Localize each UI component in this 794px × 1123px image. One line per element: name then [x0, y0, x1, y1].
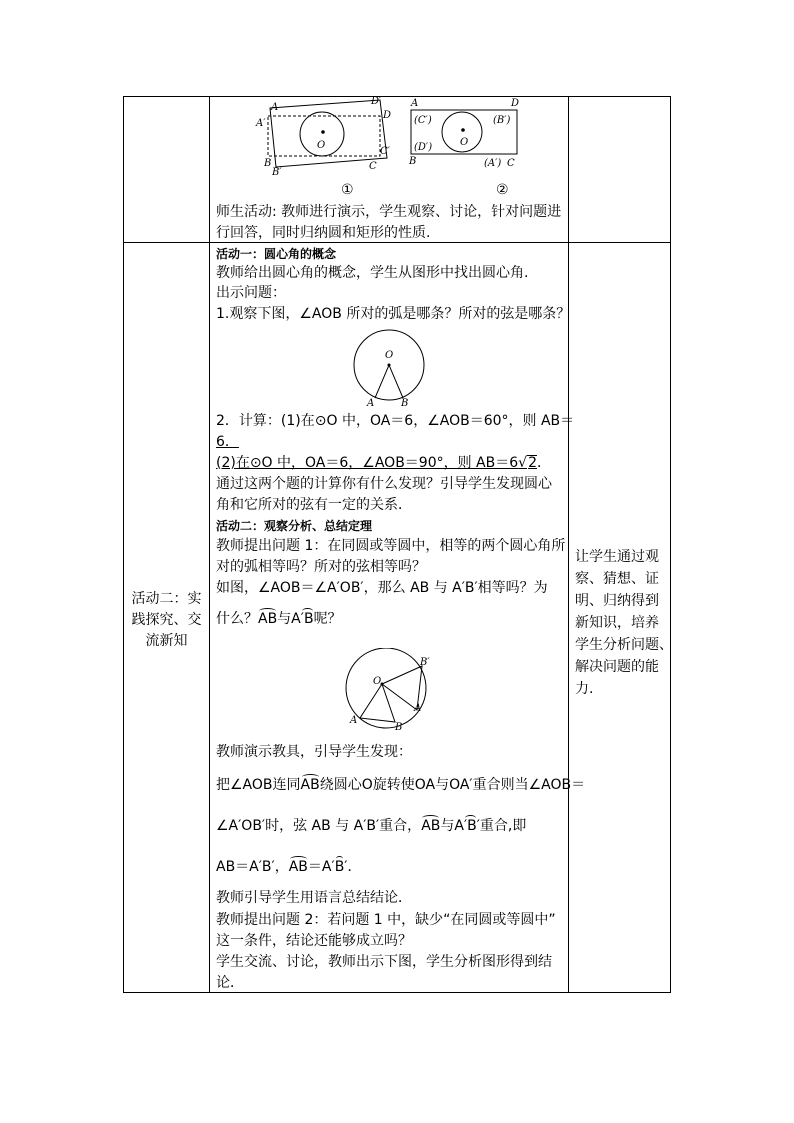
fig2-label-d: D [511, 98, 520, 109]
purpose-line-4: 新知识，培养 [575, 615, 659, 631]
text-segment: ＝A′ [307, 859, 335, 875]
fig2-label-b: B [409, 156, 417, 167]
text-segment: ′重合,即 [476, 818, 527, 834]
table-border-right [670, 96, 671, 993]
purpose-line-2: 察、猜想、证 [575, 571, 659, 587]
paragraph-discussion-line-1: 学生交流、讨论，教师出示下图，学生分析图形得到结 [216, 954, 552, 970]
circle1-label-b: B [401, 398, 409, 406]
arc-a-prime-b: ′B [463, 818, 477, 834]
purpose-line-3: 明、归纳得到 [575, 593, 659, 609]
purpose-line-1: 让学生通过观 [575, 549, 659, 565]
paragraph-rotate-line-3 [216, 859, 361, 875]
text-segment: ′． [344, 859, 362, 875]
fig2-label-o: O [460, 137, 469, 148]
purpose-line-5: 学生分析问题、 [575, 637, 673, 653]
circle2-label-b: B [395, 722, 403, 730]
figure-caption-1: ① [341, 182, 354, 198]
fig1-label-d-prime: D′ [371, 96, 382, 107]
question-2-line-2 [216, 434, 239, 450]
paragraph-discovery-line-2: 角和它所对的弦有一定的关系． [216, 497, 412, 513]
arc-a-prime-b: ′B [300, 611, 314, 627]
activity-label-line-1: 活动二：实 [131, 591, 202, 607]
question-2-teacher-line-2: 这一条件，结论还能够成立吗？ [216, 933, 412, 949]
arc-ab: AB [300, 777, 320, 793]
question-2-line-1: 2．计算：(1)在⊙O 中，OA＝6，∠AOB＝60°，则 AB＝ [216, 413, 575, 429]
rectangle-rotation-figure-1 [252, 96, 400, 178]
table-column-divider [568, 96, 569, 993]
fig2-label-a-prime: (A′) [484, 158, 502, 169]
paragraph-discussion-line-2: 论． [216, 975, 244, 991]
text-segment: 呢？ [313, 611, 342, 627]
fig1-label-c-prime: C′ [380, 146, 390, 157]
arc-b: B [334, 859, 345, 875]
rotated-angle-circle-figure [340, 648, 436, 730]
table-border-left [123, 96, 124, 993]
circle2-label-o: O [373, 676, 382, 687]
text-segment: 绕圆心O旋转使OA与OA′重合则当∠AOB＝ [319, 777, 586, 793]
question-2-teacher-line-1: 教师提出问题 2：若问题 1 中，缺少“在同圆或等圆中” [216, 912, 556, 928]
text-segment: ∠A′OB′时，弦 AB 与 A′B′重合， [216, 818, 422, 834]
paragraph-figure-question-line-2 [216, 611, 342, 627]
purpose-line-6: 解决问题的能 [575, 659, 659, 675]
question-2-part-2 [216, 455, 551, 471]
fig1-label-d: D [383, 110, 392, 121]
fig2-label-b-prime: (B′) [493, 115, 511, 126]
purpose-line-7: 力. [575, 681, 594, 697]
paragraph-discovery-line-1: 通过这两个题的计算你有什么发现？引导学生发现圆心 [216, 476, 552, 492]
paragraph-rotate-line-2 [216, 818, 526, 834]
fig1-label-o: O [317, 140, 326, 151]
sqrt-radicand: 2 [528, 455, 537, 471]
arc-ab: AB [421, 818, 441, 834]
paragraph-demo: 教师演示教具，引导学生发现： [216, 744, 412, 760]
sqrt-sign: √ [518, 455, 528, 471]
paragraph-summary: 教师引导学生用语言总结结论． [216, 890, 412, 906]
question-2-part-2-text: (2)在⊙O 中，OA＝6，∠AOB＝90°，则 AB＝6 [216, 455, 519, 471]
fig1-label-c: C [369, 161, 377, 172]
text-segment: 把∠AOB连同 [216, 777, 301, 793]
circle1-label-a: A [367, 398, 375, 406]
circle2-label-b-prime: B′ [420, 657, 430, 668]
activity-label-line-3: 流新知 [145, 633, 188, 649]
activity-2-title: 活动二：观察分析、总结定理 [216, 519, 373, 533]
fig1-label-a-prime: A′ [256, 118, 266, 129]
paragraph-figure-question-line-1: 如图，∠AOB＝∠A′OB′，那么 AB 与 A′B′相等吗？为 [216, 580, 548, 596]
text-segment: AB＝A′B′， [216, 859, 289, 875]
paragraph-rotate-line-1 [216, 777, 585, 793]
circle1-label-o: O [385, 350, 394, 361]
fig2-label-c-prime: (C′) [414, 115, 432, 126]
paragraph-show-question: 出示问题： [216, 285, 286, 301]
fig2-label-a: A [411, 98, 419, 109]
circle2-label-a-prime: A′ [414, 703, 424, 714]
question-1-teacher-line-1: 教师提出问题 1：在同圆或等圆中，相等的两个圆心角所 [216, 538, 566, 554]
activity-1-title: 活动一：圆心角的概念 [216, 247, 337, 261]
text-segment: 与A [440, 818, 464, 834]
table-border-bottom [123, 992, 671, 993]
fig1-label-b-prime: B′ [272, 167, 282, 178]
text-segment: 与A [277, 611, 301, 627]
figure-caption-2: ② [496, 182, 509, 198]
activity-label-line-2: 践探究、交 [131, 612, 202, 628]
question-2-part-2-end: ． [537, 455, 551, 471]
arc-ab: AB [288, 859, 308, 875]
table-row-divider [123, 242, 671, 243]
circle2-label-a: A [350, 715, 358, 726]
answer-6: 6． [216, 434, 239, 450]
fig1-label-a: A [271, 102, 279, 113]
central-angle-circle-figure [345, 328, 435, 406]
table-column-divider [209, 96, 210, 993]
row1-text-line-2: 行回答，同时归纳圆和矩形的性质. [216, 225, 431, 241]
row1-text-line-1: 师生活动: 教师进行演示，学生观察、讨论，针对问题进 [216, 204, 562, 220]
fig1-label-b: B [264, 158, 272, 169]
text-segment: 什么？ [216, 611, 258, 627]
question-1: 1.观察下图，∠AOB 所对的弧是哪条？所对的弦是哪条？ [216, 306, 571, 322]
question-1-teacher-line-2: 对的弧相等吗？所对的弦相等吗？ [216, 559, 426, 575]
rectangle-rotation-figure-2 [405, 96, 527, 172]
paragraph-concept: 教师给出圆心角的概念，学生从图形中找出圆心角. [216, 265, 529, 281]
arc-ab: AB [258, 611, 278, 627]
fig2-label-c: C [507, 158, 515, 169]
fig2-label-d-prime: (D′) [414, 142, 433, 153]
